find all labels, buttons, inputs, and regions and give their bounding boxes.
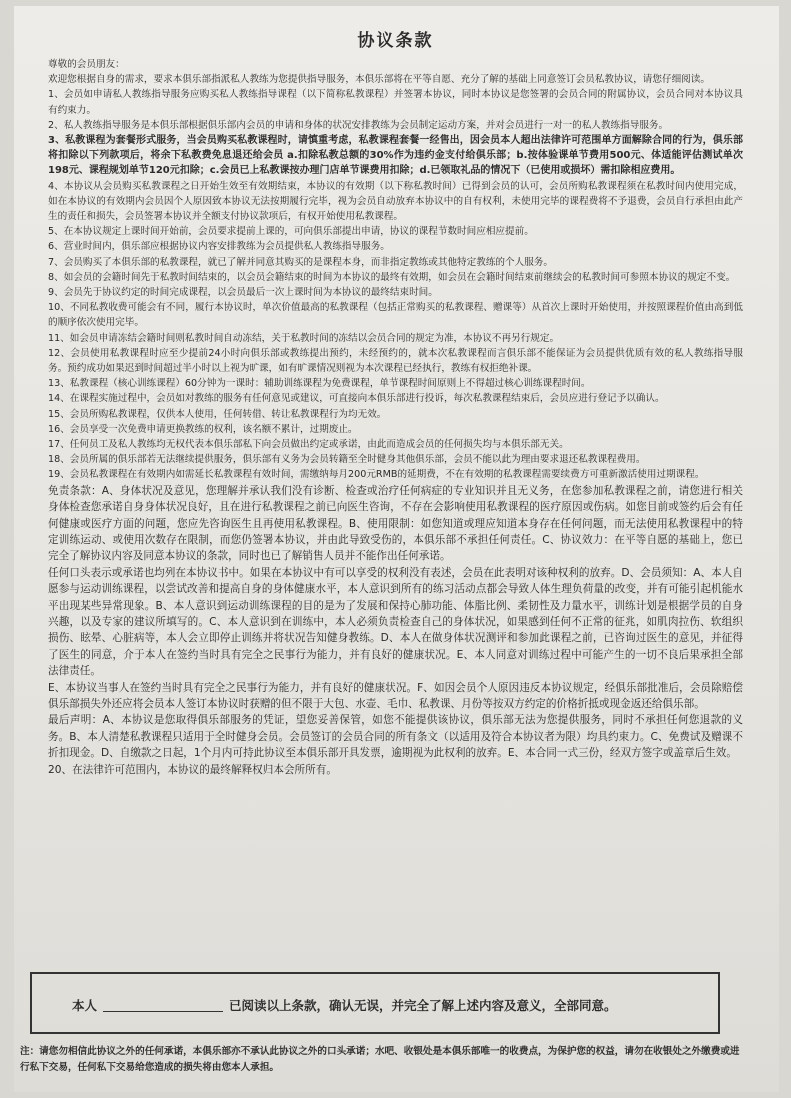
- acknowledgement-line: [72, 996, 617, 1014]
- clause-18: 18、会员所属的俱乐部若无法继续提供服务，俱乐部有义务为会员转籍至全时健身其他俱乐部，会员不能以此为理由要求退还私教课程费用。: [48, 454, 646, 466]
- clause-5: 5、在本协议规定上课时间开始前，会员要求提前上课的，可向俱乐部提出申请，协议的课程节数时间应相应提前。: [48, 226, 534, 238]
- clause-13: 13、私教课程（核心训练课程）60分钟为一课时：辅助训练课程为免费课程，单节课程时间原则上不得超过核心训练课程时间。: [48, 378, 591, 390]
- final-statement: 最后声明：A、本协议是您取得俱乐部服务的凭证，望您妥善保管，如您不能提供该协议，俱乐部无法为您提供服务，同时不承担任何您退款的义务。B、本人清楚私教课程只适用于全时健身会员。会员签订的会员合同的所有条文（以适用及符合本协议者为限）均具约束力。C、免费试及赠课不折扣现金。D、自缴款之日起，1个月内可持此协议至本俱乐部开具发票，逾期视为此权利的放弃。E、本合同一式三份，经双方签字或盖章后生效。: [48, 714, 743, 760]
- clause-10: 10、不同私教收费可能会有不同，履行本协议时，单次价值最高的私教课程（包括正常购买的私教课程、赠课等）从首次上课时开始使用，并按照课程价值由高到低的顺序依次使用完毕。: [48, 302, 743, 329]
- clause-7: 7、会员购买了本俱乐部的私教课程，就已了解并同意其购买的是课程本身，而非指定教练或其他特定教练的个人服务。: [48, 256, 553, 268]
- ack-text: 已阅读以上条款，确认无误，并完全了解上述内容及意义，全部同意。: [229, 998, 617, 1013]
- clause-4: 4、本协议从会员购买私教课程之日开始生效至有效期结束，本协议的有效期（以下称私教时间）已得到会员的认可，会员所购私教课程须在私教时间内使用完成，如在本协议的有效期内会员因个人原因致本协议无法按期履行完毕，视为会员自动放弃本协议中的自有权利，未使用完毕的课程费将不予退费，会员自行承担由此产生的责任和损失，会员签署本协议并全额支付协议款项后，有权开始使用私教课程。: [48, 180, 743, 223]
- clause-20: 20、在法律许可范围内，本协议的最终解释权归本会所所有。: [48, 763, 337, 776]
- disclaimer-intro: 免责条款：A、身体状况及意见，您理解并承认我们没有诊断、检查或治疗任何病症的专业知识并且无义务，在您参加私教课程之前，请您进行相关身体检查您承诺自身身体状况良好，且在进行私教课程之前已向医生咨询，不存在会影响使用私教课程的医疗原因或伤病。如您目前或签约后会有任何健康或医疗方面的问题，您应先咨询医生且再使用私教课程。B、使用限制：如您知道或理应知道本身存在任何问题，而无法使用私教课程中的特定训练运动、或使用次数存在限制，而您仍签署本协议，并由此导致受伤的，本俱乐部不承担任何责任。C、协议效力：在平等自愿的基础上，您已完全了解协议内容及同意本协议的条款，同时也已了解销售人员并不能作出任何承诺。: [48, 484, 743, 563]
- intro-paragraph: 欢迎您根据自身的需求，要求本俱乐部指派私人教练为您提供指导服务，本俱乐部将在平等自愿、充分了解的基础上同意签订会员私教协议，请您仔细阅读。: [48, 74, 710, 86]
- clause-3: 3、私教课程为套餐形式服务，当会员购买私教课程时，请慎重考虑，私教课程套餐一经售出，因会员本人超出法律许可范围单方面解除合同的行为，俱乐部将扣除以下列款项后，将余下私教费免息退还给会员 a.扣除私教总额的30%作为违约金支付给俱乐部；b.按体验课单节费用500元、体适能评估测试单次198元、课程规划单节120元扣除；c.会员已上私教课按办理门店单节课费用扣除；d.已领取礼品的情况下（已使用或损坏）需扣除相应费用。: [48, 135, 743, 177]
- acknowledgement-box: [30, 972, 720, 1034]
- footnote: 注：请您勿相信此协议之外的任何承诺，本俱乐部亦不承认此协议之外的口头承诺；水吧、收银处是本俱乐部唯一的收费点，为保护您的权益，请勿在收银处之外缴费或进行私下交易，任何私下交易给您造成的损失将由您本人承担。: [20, 1046, 740, 1073]
- disclaimer-d: 任何口头表示或承诺也均列在本协议书中。如果在本协议中有可以享受的权利没有表述，会员在此表明对该种权利的放弃。D、会员须知：A、本人自愿参与运动训练课程，以尝试改善和提高自身的身体健康水平，本人意识到所有的练习活动点都会导致人体生理负荷量的改变，并有可能引起机能水平出现某些异常现象。B、本人意识到运动训练课程的目的是为了发展和保持心肺功能、体脂比例、柔韧性及力量水平，训练计划是根据学员的自身兴趣，以及专家的建议所填写的。C、本人意识到在训练中，本人必须负责检查自己的身体状况，如果感到任何不正常的征兆，如肌肉拉伤、软组织损伤、眩晕、心脏病等，本人会立即停止训练并将状况告知健身教练。D、本人在做身体状况测评和参加此课程之前，已咨询过医生的意见，并征得了医生的同意，介于本人在签约当时具有完全之民事行为能力，并有良好的健康状况。E、本人同意对训练过程中可能产生的一切不良后果承担全部法律责任。: [48, 566, 743, 678]
- clause-19: 19、会员私教课程在有效期内如需延长私教课程有效时间，需缴纳每月200元RMB的延期费，不在有效期的私教课程需要续费方可重新激活使用过期课程。: [48, 469, 705, 481]
- greeting: 尊敬的会员朋友：: [48, 59, 125, 70]
- agreement-paper: [14, 6, 779, 1092]
- clause-11: 11、如会员申请冻结会籍时间则私教时间自动冻结，关于私教时间的冻结以会员合同的规定为准，本协议不再另行规定。: [48, 332, 560, 344]
- clause-2: 2、私人教练指导服务是本俱乐部根据俱乐部内会员的申请和身体的状况安排教练为会员制定运动方案，并对会员进行一对一的私人教练指导服务。: [48, 119, 669, 131]
- ack-prefix: 本人: [72, 998, 98, 1013]
- clause-16: 16、会员享受一次免费申请更换教练的权利，该名额不累计，过期废止。: [48, 423, 358, 435]
- clause-1: 1、会员如申请私人教练指导服务应购买私人教练指导课程（以下简称私教课程）并签署本协议，同时本协议是您签署的会员合同的附属协议，会员合同对本协议具有约束力。: [48, 89, 743, 116]
- clause-14: 14、在课程实施过程中，会员如对教练的服务有任何意见或建议，可直接向本俱乐部进行投诉，每次私教课程结束后，会员应进行登记予以确认。: [48, 393, 665, 405]
- disclaimer-e: E、本协议当事人在签约当时具有完全之民事行为能力，并有良好的健康状况。F、如因会员个人原因违反本协议规定，经俱乐部批准后，会员除赔偿俱乐部损失外还应将会员本人签订本协议时获赠的但不限于大包、水壶、毛巾、私教课、月份等按双方约定的价格折抵或现金返还给俱乐部。: [48, 681, 743, 710]
- clause-6: 6、营业时间内，俱乐部应根据协议内容安排教练为会员提供私人教练指导服务。: [48, 241, 390, 253]
- clause-17: 17、任何员工及私人教练均无权代表本俱乐部私下向会员做出约定或承诺，由此而造成会员的任何损失均与本俱乐部无关。: [48, 439, 569, 451]
- clause-9: 9、会员先于协议约定的时间完成课程，以会员最后一次上课时间为本协议的最终结束时间。: [48, 287, 438, 299]
- clause-15: 15、会员所购私教课程，仅供本人使用，任何转借、转让私教课程行为均无效。: [48, 408, 387, 420]
- clause-12: 12、会员使用私教课程时应至少提前24小时向俱乐部或教练提出预约，未经预约的，就本次私教课程而言俱乐部不能保证为会员提供优质有效的私人教练指导服务。预约成功如果迟到时间超过半小时以上视为旷课，如有旷课情况则视为本次课程已经执行，教练有权拒绝补课。: [48, 347, 743, 375]
- clause-8: 8、如会员的会籍时间先于私教时间结束的，以会员会籍结束的时间为本协议的最终有效期，如会员在会籍时间结束前继续会的私教时间可参照本协议的规定不变。: [48, 271, 736, 283]
- signature-blank[interactable]: [103, 1011, 223, 1012]
- document-title: 协议条款: [357, 31, 434, 51]
